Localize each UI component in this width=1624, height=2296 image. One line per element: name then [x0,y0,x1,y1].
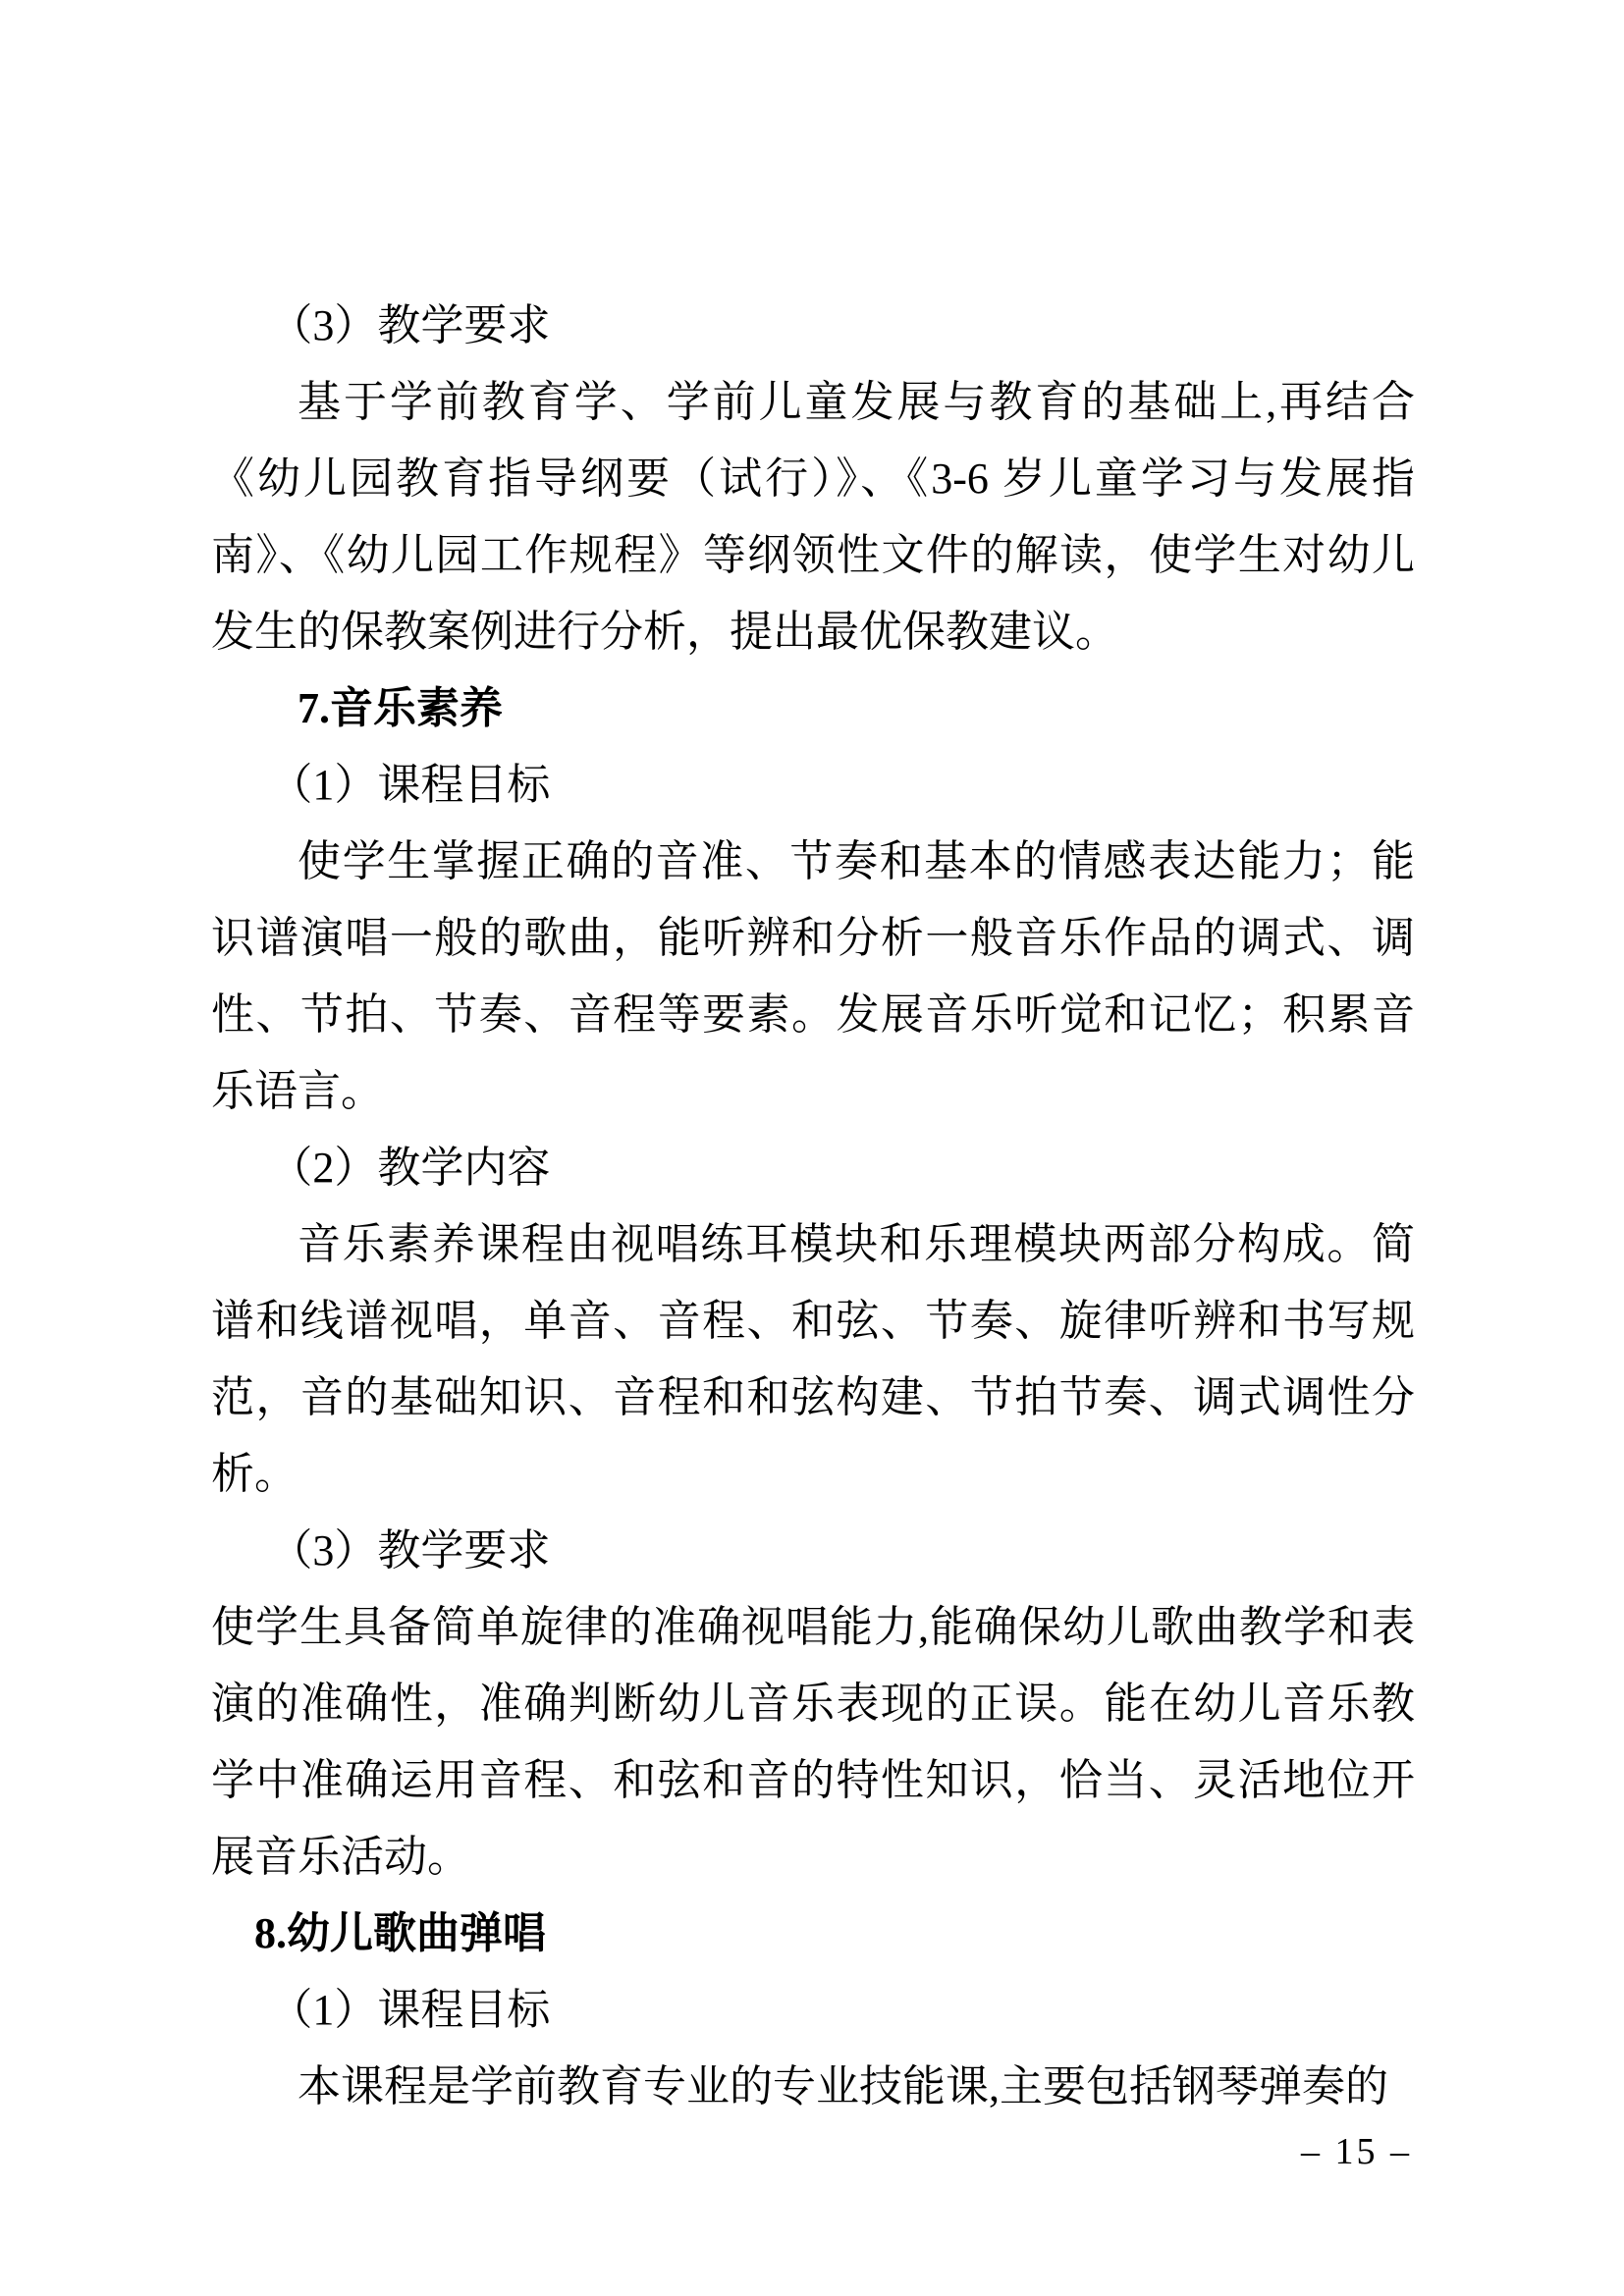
subheading-teaching-requirements-1: （3）教学要求 [269,301,551,349]
subheading-teaching-content: （2）教学内容 [269,1144,551,1192]
subheading-course-objectives-2: （1）课程目标 [269,1986,551,2034]
subheading-teaching-requirements-2: （3）教学要求 [269,1526,551,1575]
heading-7-music-literacy: 7.音乐素养 [298,684,503,732]
document-body [211,288,1415,2125]
paragraph-children-song-course-objectives: 本课程是学前教育专业的专业技能课,主要包括钢琴弹奏的 [298,2062,1388,2110]
paragraph-music-course-objectives: 使学生掌握正确的音准、节奏和基本的情感表达能力；能识谱演唱一般的歌曲，能听辨和分析一般音乐作品的调式、调性、节拍、节奏、音程等要素。发展音乐听觉和记忆；积累音乐语言。 [211,837,1415,1115]
page-number: – 15 – [1301,2131,1412,2172]
paragraph-music-teaching-content: 音乐素养课程由视唱练耳模块和乐理模块两部分构成。简谱和线谱视唱，单音、音程、和弦、节奏、旋律听辨和书写规范，音的基础知识、音程和和弦构建、节拍节奏、调式调性分析。 [211,1220,1415,1498]
subheading-course-objectives-1: （1）课程目标 [269,761,551,809]
paragraph-music-teaching-requirements: 使学生具备简单旋律的准确视唱能力,能确保幼儿歌曲教学和表演的准确性，准确判断幼儿音乐表现的正误。能在幼儿音乐教学中准确运用音程、和弦和音的特性知识，恰当、灵活地位开展音乐活动。 [211,1603,1415,1881]
paragraph-teaching-requirements-body: 基于学前教育学、学前儿童发展与教育的基础上,再结合《幼儿园教育指导纲要（试行）》、《3-6 岁儿童学习与发展指南》、《幼儿园工作规程》等纲领性文件的解读，使学生对幼儿发生的保教案例进行分析，提出最优保教建议。 [211,378,1415,656]
heading-8-children-song-playing-singing: 8.幼儿歌曲弹唱 [254,1909,546,1957]
